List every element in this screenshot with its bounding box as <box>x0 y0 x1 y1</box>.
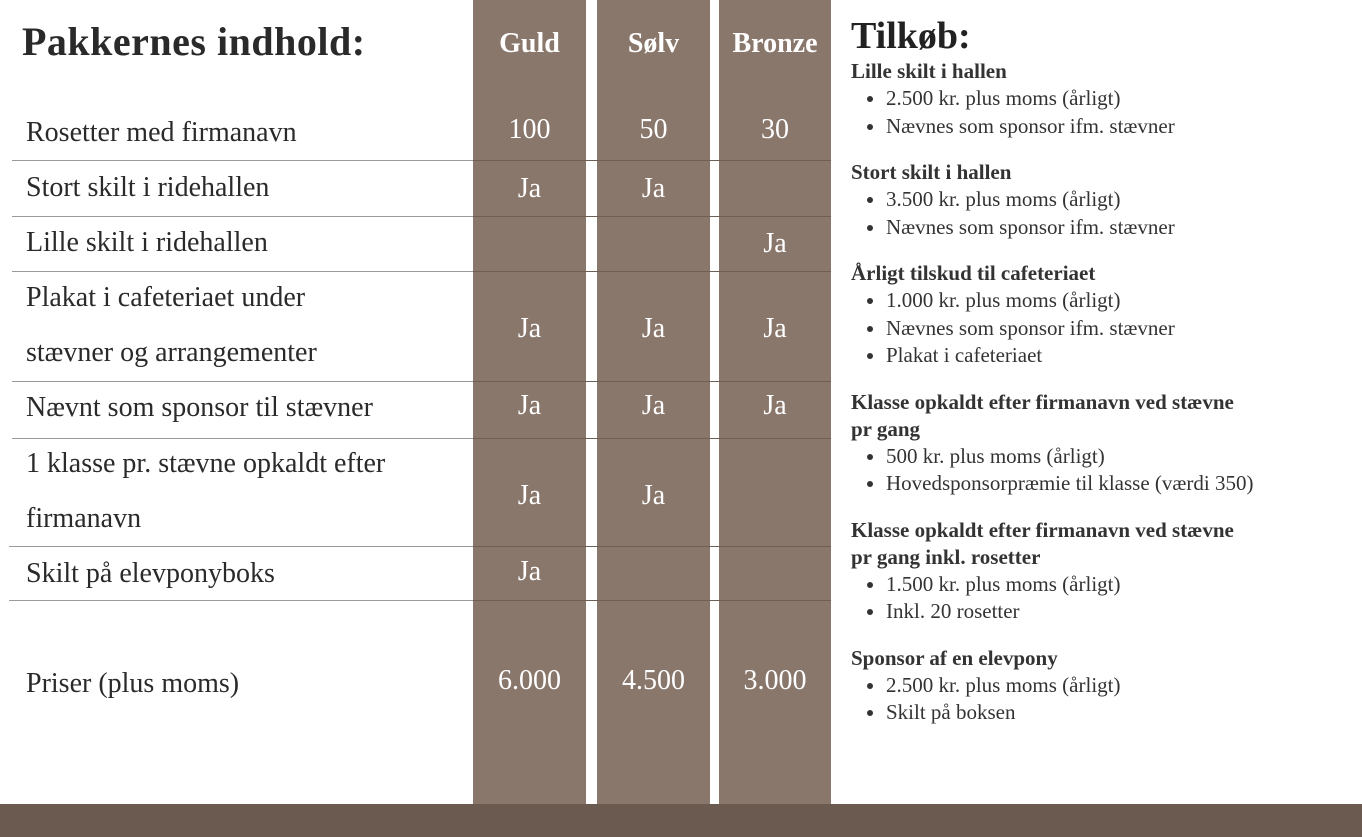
band-divider <box>473 438 831 439</box>
addon-item: • Nævnes som sponsor ifm. stævner <box>886 113 1356 141</box>
band-divider <box>473 271 831 272</box>
addon-section-title-line2: pr gang inkl. rosetter <box>851 544 1041 569</box>
cell-solv-rosetter: 50 <box>639 114 668 145</box>
cell-bronze-rosetter: 30 <box>761 114 789 145</box>
addon-section <box>851 517 1356 626</box>
addons-panel <box>851 14 1356 746</box>
band-divider <box>473 160 831 161</box>
addon-item: • 1.000 kr. plus moms (årligt) <box>886 287 1356 315</box>
cell-bronze-plakat: Ja <box>763 313 787 344</box>
addon-section-title-line1: Klasse opkaldt efter firmanavn ved stævne <box>851 517 1234 542</box>
band-divider <box>473 600 831 601</box>
addon-item: • 1.500 kr. plus moms (årligt) <box>886 571 1356 599</box>
band-divider <box>473 216 831 217</box>
row-label-naevnt: Nævnt som sponsor til stævner <box>26 392 373 423</box>
price-bronze: 3.000 <box>743 665 807 696</box>
addon-item: • Nævnes som sponsor ifm. stævner <box>886 315 1356 343</box>
cell-guld-stort-skilt: Ja <box>517 173 542 204</box>
addon-section <box>851 159 1356 241</box>
packages-title: Pakkernes indhold: <box>22 19 366 64</box>
row-label-priser: Priser (plus moms) <box>26 668 240 699</box>
addon-section <box>851 260 1356 370</box>
addon-section-title: Lille skilt i hallen <box>851 59 1007 83</box>
row-label-rosetter: Rosetter med firmanavn <box>26 117 297 148</box>
addon-section-title-line1: Klasse opkaldt efter firmanavn ved stævne <box>851 389 1234 414</box>
cell-solv-klasse: Ja <box>641 480 666 511</box>
cell-bronze-naevnt: Ja <box>763 390 787 421</box>
row-label-stort-skilt: Stort skilt i ridehallen <box>26 172 270 203</box>
addon-item: • 2.500 kr. plus moms (årligt) <box>886 85 1356 113</box>
addons-title: Tilkøb: <box>851 15 971 57</box>
cell-guld-elevpony: Ja <box>517 556 542 587</box>
cell-guld-klasse: Ja <box>517 480 542 511</box>
cell-guld-plakat: Ja <box>517 313 542 344</box>
cell-guld-rosetter: 100 <box>508 114 551 145</box>
row-divider <box>12 160 473 161</box>
row-label-klasse-line1: 1 klasse pr. stævne opkaldt efter <box>26 448 386 479</box>
addon-section-title: Stort skilt i hallen <box>851 160 1012 184</box>
column-header-guld: Guld <box>499 28 560 59</box>
price-guld: 6.000 <box>498 665 561 696</box>
band-divider <box>473 546 831 547</box>
row-label-plakat-line2: stævner og arrangementer <box>26 337 317 368</box>
addon-item: • Plakat i cafeteriaet <box>886 342 1356 370</box>
cell-guld-naevnt: Ja <box>517 390 542 421</box>
row-divider <box>9 600 473 601</box>
addon-item: • 3.500 kr. plus moms (årligt) <box>886 186 1356 214</box>
band-divider <box>473 381 831 382</box>
cell-solv-stort-skilt: Ja <box>641 173 666 204</box>
row-divider <box>12 216 473 217</box>
addon-item: • Hovedsponsorpræmie til klasse (værdi 350) <box>886 470 1356 498</box>
row-label-klasse-line2: firmanavn <box>26 503 142 534</box>
cell-solv-naevnt: Ja <box>641 390 666 421</box>
addon-section-title: Sponsor af en elevpony <box>851 645 1058 670</box>
addon-item: • Inkl. 20 rosetter <box>886 598 1356 626</box>
addon-section <box>851 645 1356 727</box>
addon-item: • Skilt på boksen <box>886 699 1356 727</box>
addon-item: • 500 kr. plus moms (årligt) <box>886 443 1356 471</box>
row-divider <box>12 271 473 272</box>
price-solv: 4.500 <box>622 665 685 696</box>
column-header-solv: Sølv <box>627 28 680 59</box>
cell-bronze-lille-skilt: Ja <box>763 228 787 259</box>
addon-item: • 2.500 kr. plus moms (årligt) <box>886 672 1356 700</box>
row-divider <box>12 438 473 439</box>
addon-section-title: Årligt tilskud til cafeteriaet <box>851 261 1096 285</box>
footer-band <box>0 804 1362 837</box>
cell-solv-plakat: Ja <box>641 313 666 344</box>
row-label-plakat-line1: Plakat i cafeteriaet under <box>26 282 306 313</box>
row-label-lille-skilt: Lille skilt i ridehallen <box>26 227 268 258</box>
addon-section <box>851 389 1356 498</box>
addon-section-title-line2: pr gang <box>851 416 921 441</box>
addon-section-title <box>851 517 1356 571</box>
column-header-bronze: Bronze <box>732 28 818 59</box>
row-label-skilt-elevpony: Skilt på elevponyboks <box>26 558 275 589</box>
row-divider <box>12 381 473 382</box>
addon-item: • Nævnes som sponsor ifm. stævner <box>886 214 1356 242</box>
addon-section-title <box>851 389 1356 443</box>
addon-section <box>851 58 1356 140</box>
row-divider <box>9 546 473 547</box>
